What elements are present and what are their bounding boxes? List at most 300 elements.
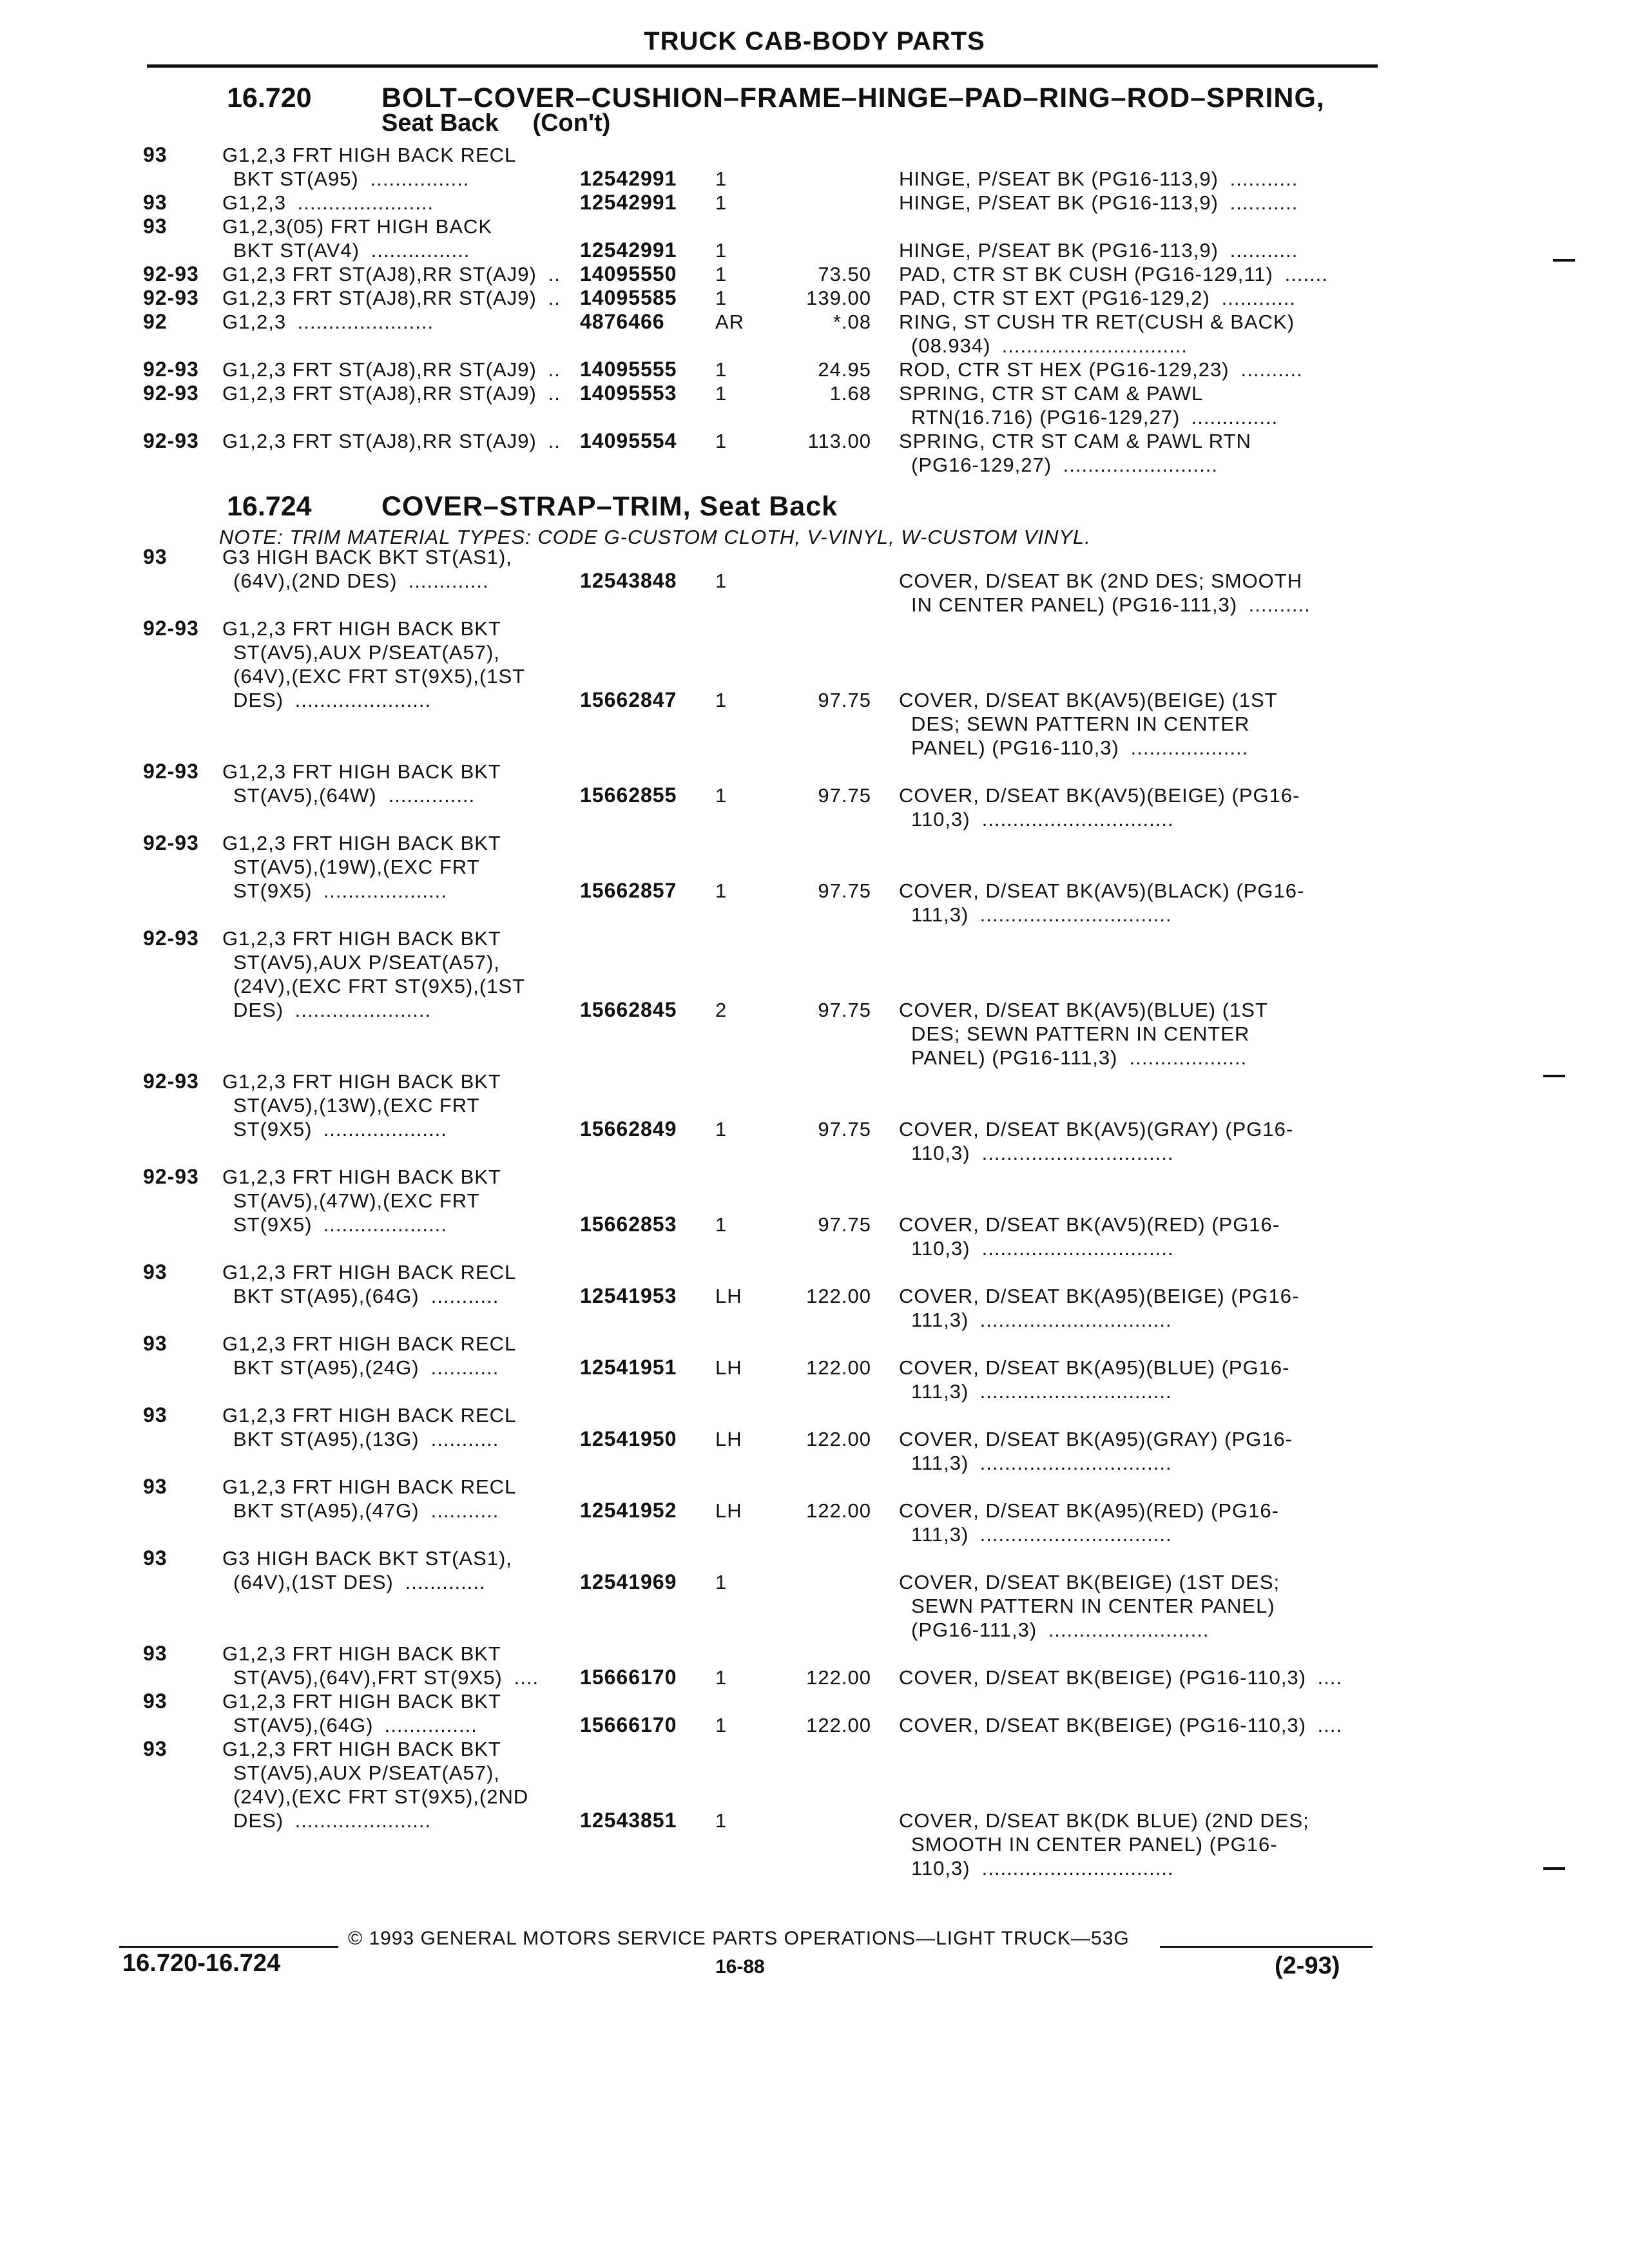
part-number: 12543851 [580,1809,677,1832]
dot-leader: ...................... [289,999,432,1021]
dot-leader: .... [508,1666,539,1689]
row-line [0,831,1629,855]
quantity: 2 [715,999,728,1021]
row-line [0,286,1629,310]
parts-row [0,1260,1629,1332]
page-title: TRUCK CAB-BODY PARTS [644,27,985,55]
dot-leader: ........... [1224,168,1298,190]
application-text: G1,2,3 FRT HIGH BACK RECL [222,1332,517,1355]
row-line [0,1856,1629,1880]
application-text: DES) [233,689,284,711]
part-name: 110,3) [911,1857,970,1879]
application-text: G1,2,3 FRT ST(AJ8),RR ST(AJ9) [222,287,537,309]
application-text: G1,2,3 FRT HIGH BACK BKT [222,832,501,854]
dot-leader: .......... [1235,358,1303,381]
row-line [0,1427,1629,1451]
model-year: 93 [143,143,168,166]
parts-row [0,429,1629,477]
quantity: LH [715,1499,742,1522]
margin-mark [1553,259,1575,262]
part-name: 110,3) [911,1142,970,1164]
row-line [0,903,1629,927]
part-name: COVER, D/SEAT BK(BEIGE) (PG16-110,3) [899,1666,1307,1689]
row-line [0,215,1629,238]
quantity: 1 [715,1666,728,1689]
application-text: DES) [233,999,284,1021]
part-number: 12541951 [580,1356,677,1379]
parts-row [0,1689,1629,1737]
dot-leader: .. [542,287,561,309]
list-price: 73.50 [818,263,871,285]
model-year: 92-93 [143,429,199,452]
model-year: 92-93 [143,381,199,405]
row-line [0,1236,1629,1260]
parts-row [0,1642,1629,1689]
row-line [0,381,1629,405]
footer-page-number: 16-88 [715,1956,765,1977]
row-line [0,358,1629,381]
row-line [0,664,1629,688]
part-name: SPRING, CTR ST CAM & PAWL [899,382,1204,405]
dot-leader: .. [542,358,561,381]
quantity: 1 [715,1118,728,1140]
dot-leader: ............... [378,1714,477,1736]
application-text: ST(AV5),(13W),(EXC FRT [233,1094,480,1117]
list-price: *.08 [833,311,871,333]
dot-leader: ............................... [974,1380,1172,1403]
row-line [0,545,1629,569]
part-number: 12541952 [580,1499,677,1522]
application-text: BKT ST(A95) [233,168,359,190]
row-line [0,405,1629,429]
dot-leader: .......... [1242,593,1311,616]
part-name: 111,3) [911,903,969,926]
list-price: 113.00 [807,430,871,452]
dot-leader: ............ [1215,287,1296,309]
application-text: (24V),(EXC FRT ST(9X5),(1ST [233,975,526,997]
parts-row [0,286,1629,310]
list-price: 139.00 [806,287,871,309]
model-year: 93 [143,215,168,238]
part-number: 12542991 [580,238,677,262]
part-number: 12542991 [580,167,677,190]
dot-leader: ................... [1123,1046,1248,1069]
parts-row [0,831,1629,927]
application-text: BKT ST(A95),(64G) [233,1285,419,1307]
application-text: G1,2,3 FRT ST(AJ8),RR ST(AJ9) [222,358,537,381]
application-text: G1,2,3 FRT HIGH BACK BKT [222,1690,501,1713]
part-number: 15666170 [580,1713,677,1736]
application-text: ST(AV5),(47W),(EXC FRT [233,1189,480,1212]
row-line [0,1308,1629,1332]
section-subtitle: Seat Back (Con't) [381,110,611,137]
row-line [0,712,1629,736]
application-text: ST(AV5),AUX P/SEAT(A57), [233,641,500,664]
dot-leader: .................... [317,1118,447,1140]
dot-leader: .......................... [1042,1619,1210,1641]
row-line [0,1666,1629,1689]
parts-row [0,381,1629,429]
quantity: 1 [715,1714,728,1736]
part-name: RTN(16.716) (PG16-129,27) [911,406,1181,428]
application-text: ST(AV5),(64V),FRT ST(9X5) [233,1666,503,1689]
application-text: G1,2,3 FRT HIGH BACK BKT [222,1070,501,1093]
application-text: G1,2,3 FRT HIGH BACK RECL [222,1404,517,1427]
row-line [0,191,1629,215]
model-year: 93 [143,1260,168,1283]
model-year: 92 [143,310,168,333]
dot-leader: ............. [399,1571,486,1593]
row-line [0,736,1629,760]
part-number: 15662845 [580,998,677,1021]
part-name: PAD, CTR ST BK CUSH (PG16-129,11) [899,263,1273,285]
list-price: 122.00 [806,1285,871,1307]
row-line [0,950,1629,974]
part-number: 15662855 [580,783,677,807]
row-line [0,1403,1629,1427]
part-number: 15662849 [580,1117,677,1140]
part-name: COVER, D/SEAT BK(AV5)(BLUE) (1ST [899,999,1268,1021]
list-price: 122.00 [806,1714,871,1736]
list-price: 122.00 [806,1666,871,1689]
row-line [0,1356,1629,1379]
model-year: 93 [143,1475,168,1498]
part-name: COVER, D/SEAT BK(AV5)(BEIGE) (1ST [899,689,1278,711]
application-text: G1,2,3 [222,191,287,214]
dot-leader: ........... [425,1499,499,1522]
model-year: 93 [143,191,168,214]
row-line [0,1809,1629,1832]
application-text: G1,2,3 FRT HIGH BACK BKT [222,1166,501,1188]
row-line [0,640,1629,664]
row-line [0,310,1629,334]
row-line [0,974,1629,998]
footer-copyright: © 1993 GENERAL MOTORS SERVICE PARTS OPERATIONS—LIGHT TRUCK—53G [348,1928,1130,1949]
dot-leader: ...................... [291,191,434,214]
dot-leader: .. [542,263,561,285]
part-name: PANEL) (PG16-111,3) [911,1046,1118,1069]
model-year: 93 [143,1642,168,1665]
dot-leader: .............. [1185,406,1278,428]
parts-row [0,1165,1629,1260]
application-text: G1,2,3 [222,311,287,333]
part-number: 12541950 [580,1427,677,1450]
row-line [0,262,1629,286]
list-price: 97.75 [818,879,871,902]
row-line [0,453,1629,477]
parts-row [0,143,1629,191]
part-name: 111,3) [911,1380,969,1403]
application-text: (64V),(1ST DES) [233,1571,394,1593]
row-line [0,238,1629,262]
row-line [0,1046,1629,1070]
model-year: 92-93 [143,927,199,950]
row-line [0,1284,1629,1308]
row-line [0,1594,1629,1618]
row-line [0,334,1629,358]
footer-section-range: 16.720-16.724 [122,1950,281,1977]
part-name: HINGE, P/SEAT BK (PG16-113,9) [899,168,1219,190]
part-number: 14095585 [580,286,677,309]
quantity: 1 [715,239,728,262]
section-number: 16.724 [227,491,312,522]
application-text: (24V),(EXC FRT ST(9X5),(2ND [233,1785,529,1808]
part-name: COVER, D/SEAT BK(AV5)(GRAY) (PG16- [899,1118,1294,1140]
part-name: COVER, D/SEAT BK(A95)(BEIGE) (PG16- [899,1285,1300,1307]
model-year: 92-93 [143,286,199,309]
quantity: 1 [715,879,728,902]
application-text: G1,2,3 FRT ST(AJ8),RR ST(AJ9) [222,430,537,452]
part-name: 111,3) [911,1523,969,1546]
model-year: 92-93 [143,1070,199,1093]
quantity: LH [715,1428,742,1450]
dot-leader: ................ [364,168,470,190]
part-name: RING, ST CUSH TR RET(CUSH & BACK) [899,311,1295,333]
parts-row [0,1546,1629,1642]
dot-leader: ............................... [976,1142,1174,1164]
section-number: 16.720 [227,82,312,113]
row-line [0,927,1629,950]
section-title: BOLT–COVER–CUSHION–FRAME–HINGE–PAD–RING–ROD–SPRING, [381,82,1325,113]
dot-leader: ................... [1124,736,1249,759]
part-name: 110,3) [911,1237,970,1260]
row-line [0,1332,1629,1356]
application-text: G1,2,3 FRT HIGH BACK BKT [222,760,501,783]
dot-leader: .................... [317,879,447,902]
part-number: 4876466 [580,310,665,333]
row-line [0,1713,1629,1737]
part-number: 14095555 [580,358,677,381]
quantity: AR [715,311,745,333]
list-price: 122.00 [806,1356,871,1379]
row-line [0,1213,1629,1236]
application-text: (64V),(EXC FRT ST(9X5),(1ST [233,665,526,687]
quantity: 1 [715,191,728,214]
header-rule [147,64,1378,68]
quantity: 1 [715,1809,728,1832]
dot-leader: .................... [317,1213,447,1236]
application-text: BKT ST(A95),(24G) [233,1356,419,1379]
row-line [0,998,1629,1022]
part-name: COVER, D/SEAT BK(BEIGE) (PG16-110,3) [899,1714,1307,1736]
quantity: LH [715,1356,742,1379]
part-name: COVER, D/SEAT BK(DK BLUE) (2ND DES; [899,1809,1309,1832]
list-price: 1.68 [829,382,871,405]
quantity: 1 [715,1213,728,1236]
dot-leader: .. [542,430,561,452]
list-price: 97.75 [818,999,871,1021]
row-line [0,1165,1629,1189]
part-name: SMOOTH IN CENTER PANEL) (PG16- [911,1833,1278,1856]
application-text: G1,2,3 FRT HIGH BACK RECL [222,144,517,166]
quantity: 1 [715,570,728,592]
part-name: PAD, CTR ST EXT (PG16-129,2) [899,287,1210,309]
part-number: 15662847 [580,688,677,711]
quantity: 1 [715,168,728,190]
dot-leader: ...................... [289,1809,432,1832]
row-line [0,1832,1629,1856]
dot-leader: .... [1311,1714,1343,1736]
section-note: NOTE: TRIM MATERIAL TYPES: CODE G-CUSTOM CLOTH, V-VINYL, W-CUSTOM VINYL. [219,526,1091,548]
dot-leader: ...................... [289,689,432,711]
application-text: G1,2,3 FRT ST(AJ8),RR ST(AJ9) [222,382,537,405]
application-text: ST(9X5) [233,879,313,902]
model-year: 92-93 [143,262,199,285]
parts-row [0,1070,1629,1165]
dot-leader: ........... [1224,239,1298,262]
application-text: ST(9X5) [233,1213,313,1236]
dot-leader: ............................... [974,1452,1172,1474]
dot-leader: .... [1311,1666,1343,1689]
part-name: COVER, D/SEAT BK(A95)(BLUE) (PG16- [899,1356,1290,1379]
row-line [0,1570,1629,1594]
application-text: BKT ST(AV4) [233,239,360,262]
parts-row [0,191,1629,215]
row-line [0,1618,1629,1642]
part-name: COVER, D/SEAT BK(AV5)(BEIGE) (PG16- [899,784,1300,807]
quantity: LH [715,1285,742,1307]
part-number: 12541969 [580,1570,677,1593]
parts-row [0,310,1629,358]
application-text: G1,2,3 FRT HIGH BACK RECL [222,1475,517,1498]
application-text: ST(AV5),(64W) [233,784,377,807]
part-name: HINGE, P/SEAT BK (PG16-113,9) [899,239,1219,262]
dot-leader: ................ [365,239,470,262]
model-year: 93 [143,1332,168,1355]
row-line [0,1523,1629,1546]
part-name: SEWN PATTERN IN CENTER PANEL) [911,1595,1275,1617]
row-line [0,143,1629,167]
part-name: HINGE, P/SEAT BK (PG16-113,9) [899,191,1219,214]
dot-leader: ........... [425,1428,499,1450]
dot-leader: ........... [1224,191,1298,214]
dot-leader: ........... [425,1285,499,1307]
application-text: G1,2,3 FRT HIGH BACK BKT [222,1738,501,1760]
model-year: 92-93 [143,617,199,640]
model-year: 93 [143,1403,168,1427]
application-text: G1,2,3 FRT ST(AJ8),RR ST(AJ9) [222,263,537,285]
application-text: G3 HIGH BACK BKT ST(AS1), [222,1547,512,1570]
row-line [0,429,1629,453]
list-price: 122.00 [806,1499,871,1522]
part-name: 111,3) [911,1452,969,1474]
row-line [0,1475,1629,1499]
parts-row [0,358,1629,381]
margin-mark [1543,1075,1565,1077]
dot-leader: ............................... [974,1523,1172,1546]
row-line [0,617,1629,640]
part-name: (PG16-111,3) [911,1619,1037,1641]
part-name: DES; SEWN PATTERN IN CENTER [911,713,1250,735]
part-name: IN CENTER PANEL) (PG16-111,3) [911,593,1238,616]
model-year: 93 [143,1737,168,1760]
row-line [0,760,1629,783]
row-line [0,783,1629,807]
row-line [0,167,1629,191]
application-text: (64V),(2ND DES) [233,570,398,592]
application-text: BKT ST(A95),(47G) [233,1499,419,1522]
part-name: SPRING, CTR ST CAM & PAWL RTN [899,430,1251,452]
dot-leader: ......................... [1057,454,1218,476]
application-text: ST(AV5),AUX P/SEAT(A57), [233,951,500,974]
row-line [0,569,1629,593]
row-line [0,1070,1629,1093]
row-line [0,1117,1629,1141]
row-line [0,1189,1629,1213]
application-text: G1,2,3 FRT HIGH BACK BKT [222,1642,501,1665]
row-line [0,1761,1629,1785]
list-price: 97.75 [818,689,871,711]
footer-rule-right [1160,1946,1373,1948]
part-name: COVER, D/SEAT BK(AV5)(RED) (PG16- [899,1213,1280,1236]
parts-row [0,1737,1629,1880]
part-number: 12542991 [580,191,677,214]
part-number: 12543848 [580,569,677,592]
model-year: 92-93 [143,760,199,783]
parts-row [0,215,1629,262]
parts-row [0,262,1629,286]
dot-leader: ............................... [974,1309,1172,1331]
application-text: G1,2,3 FRT HIGH BACK RECL [222,1261,517,1283]
dot-leader: .. [542,382,561,405]
application-text: ST(AV5),AUX P/SEAT(A57), [233,1762,500,1784]
model-year: 92-93 [143,358,199,381]
row-line [0,1499,1629,1523]
part-name: (08.934) [911,334,991,357]
list-price: 97.75 [818,784,871,807]
list-price: 122.00 [806,1428,871,1450]
model-year: 93 [143,1689,168,1713]
part-number: 15666170 [580,1666,677,1689]
dot-leader: ............. [402,570,489,592]
part-name: DES; SEWN PATTERN IN CENTER [911,1023,1250,1045]
application-text: G1,2,3 FRT HIGH BACK BKT [222,927,501,950]
quantity: 1 [715,1571,728,1593]
parts-row [0,1332,1629,1403]
row-line [0,1093,1629,1117]
model-year: 93 [143,1546,168,1570]
row-line [0,1141,1629,1165]
dot-leader: ............................... [974,903,1172,926]
dot-leader: ....... [1278,263,1328,285]
parts-row [0,927,1629,1070]
row-line [0,1379,1629,1403]
part-name: 111,3) [911,1309,969,1331]
parts-row [0,760,1629,831]
part-name: COVER, D/SEAT BK (2ND DES; SMOOTH [899,570,1303,592]
model-year: 92-93 [143,1165,199,1188]
row-line [0,1546,1629,1570]
application-text: ST(AV5),(19W),(EXC FRT [233,856,480,878]
application-text: G1,2,3 FRT HIGH BACK BKT [222,617,501,640]
application-text: ST(9X5) [233,1118,313,1140]
model-year: 92-93 [143,831,199,854]
row-line [0,807,1629,831]
quantity: 1 [715,784,728,807]
application-text: BKT ST(A95),(13G) [233,1428,419,1450]
dot-leader: ............................... [976,1857,1174,1879]
parts-row [0,1403,1629,1475]
row-line [0,855,1629,879]
part-number: 15662853 [580,1213,677,1236]
row-line [0,1260,1629,1284]
list-price: 97.75 [818,1118,871,1140]
part-name: COVER, D/SEAT BK(A95)(GRAY) (PG16- [899,1428,1293,1450]
row-line [0,1737,1629,1761]
list-price: 97.75 [818,1213,871,1236]
row-line [0,593,1629,617]
quantity: 1 [715,358,728,381]
